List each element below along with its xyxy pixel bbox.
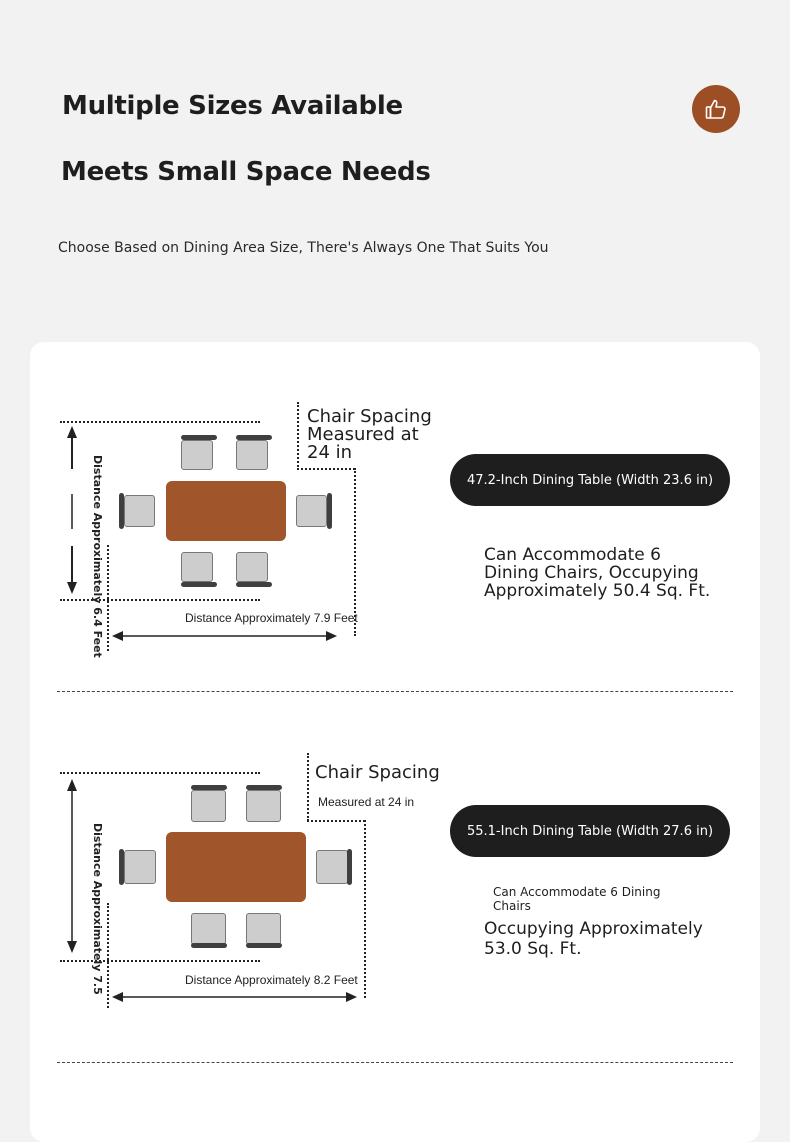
boundary-line <box>60 599 260 601</box>
chair-spacing-label: Chair Spacing <box>315 762 440 783</box>
boundary-line <box>364 820 366 998</box>
chair <box>246 790 281 822</box>
width-arrow <box>110 629 340 643</box>
chair <box>191 790 226 822</box>
chair <box>124 495 155 527</box>
dining-table <box>166 832 306 902</box>
capacity-text-small: Can Accommodate 6 Dining Chairs <box>493 885 661 913</box>
spacing-line <box>297 468 355 470</box>
boundary-line <box>107 545 109 651</box>
chair-back <box>347 849 352 885</box>
capacity-text: Occupying Approximately 53.0 Sq. Ft. <box>484 919 703 959</box>
chair-spacing-sub: Measured at 24 in <box>318 795 415 809</box>
spacing-line <box>307 753 309 821</box>
boundary-line <box>107 903 109 1008</box>
chair <box>181 440 213 470</box>
chair-spacing-label: Chair Spacing Measured at 24 in <box>307 406 432 463</box>
chair-back <box>236 582 272 587</box>
depth-distance-label: Distance Approximately 7.5 <box>91 823 104 995</box>
section-divider <box>57 1062 733 1063</box>
chair <box>236 440 268 470</box>
table-size-pill: 55.1-Inch Dining Table (Width 27.6 in) <box>450 805 730 857</box>
headline-line-1: Multiple Sizes Available <box>62 91 403 121</box>
boundary-line <box>60 421 260 423</box>
boundary-line <box>60 772 260 774</box>
spacing-line <box>297 402 299 470</box>
width-arrow <box>110 990 360 1004</box>
subtitle: Choose Based on Dining Area Size, There's Always One That Suits You <box>58 240 549 256</box>
chair <box>296 495 327 527</box>
dining-table <box>166 481 286 541</box>
width-distance-label: Distance Approximately 7.9 Feet <box>185 611 358 625</box>
like-badge <box>692 85 740 133</box>
chair <box>246 913 281 945</box>
chair-back <box>246 943 282 948</box>
width-distance-label: Distance Approximately 8.2 Feet <box>185 973 358 987</box>
depth-distance-label: Distance Approximately 6.4 Feet <box>91 455 104 658</box>
section-divider <box>57 691 733 692</box>
chair <box>191 913 226 945</box>
table-size-pill: 47.2-Inch Dining Table (Width 23.6 in) <box>450 454 730 506</box>
chair-back <box>191 943 227 948</box>
chair <box>124 850 156 884</box>
depth-arrow <box>62 424 82 599</box>
chair <box>181 552 213 582</box>
chair <box>316 850 348 884</box>
depth-arrow <box>62 777 82 957</box>
capacity-text: Can Accommodate 6 Dining Chairs, Occupying Approximately 50.4 Sq. Ft. <box>484 545 711 601</box>
chair-back <box>181 582 217 587</box>
thumbs-up-icon <box>704 97 728 121</box>
chair <box>236 552 268 582</box>
chair-back <box>327 493 332 529</box>
spacing-line <box>307 820 365 822</box>
boundary-line <box>60 960 260 962</box>
headline-line-2: Meets Small Space Needs <box>61 157 431 187</box>
